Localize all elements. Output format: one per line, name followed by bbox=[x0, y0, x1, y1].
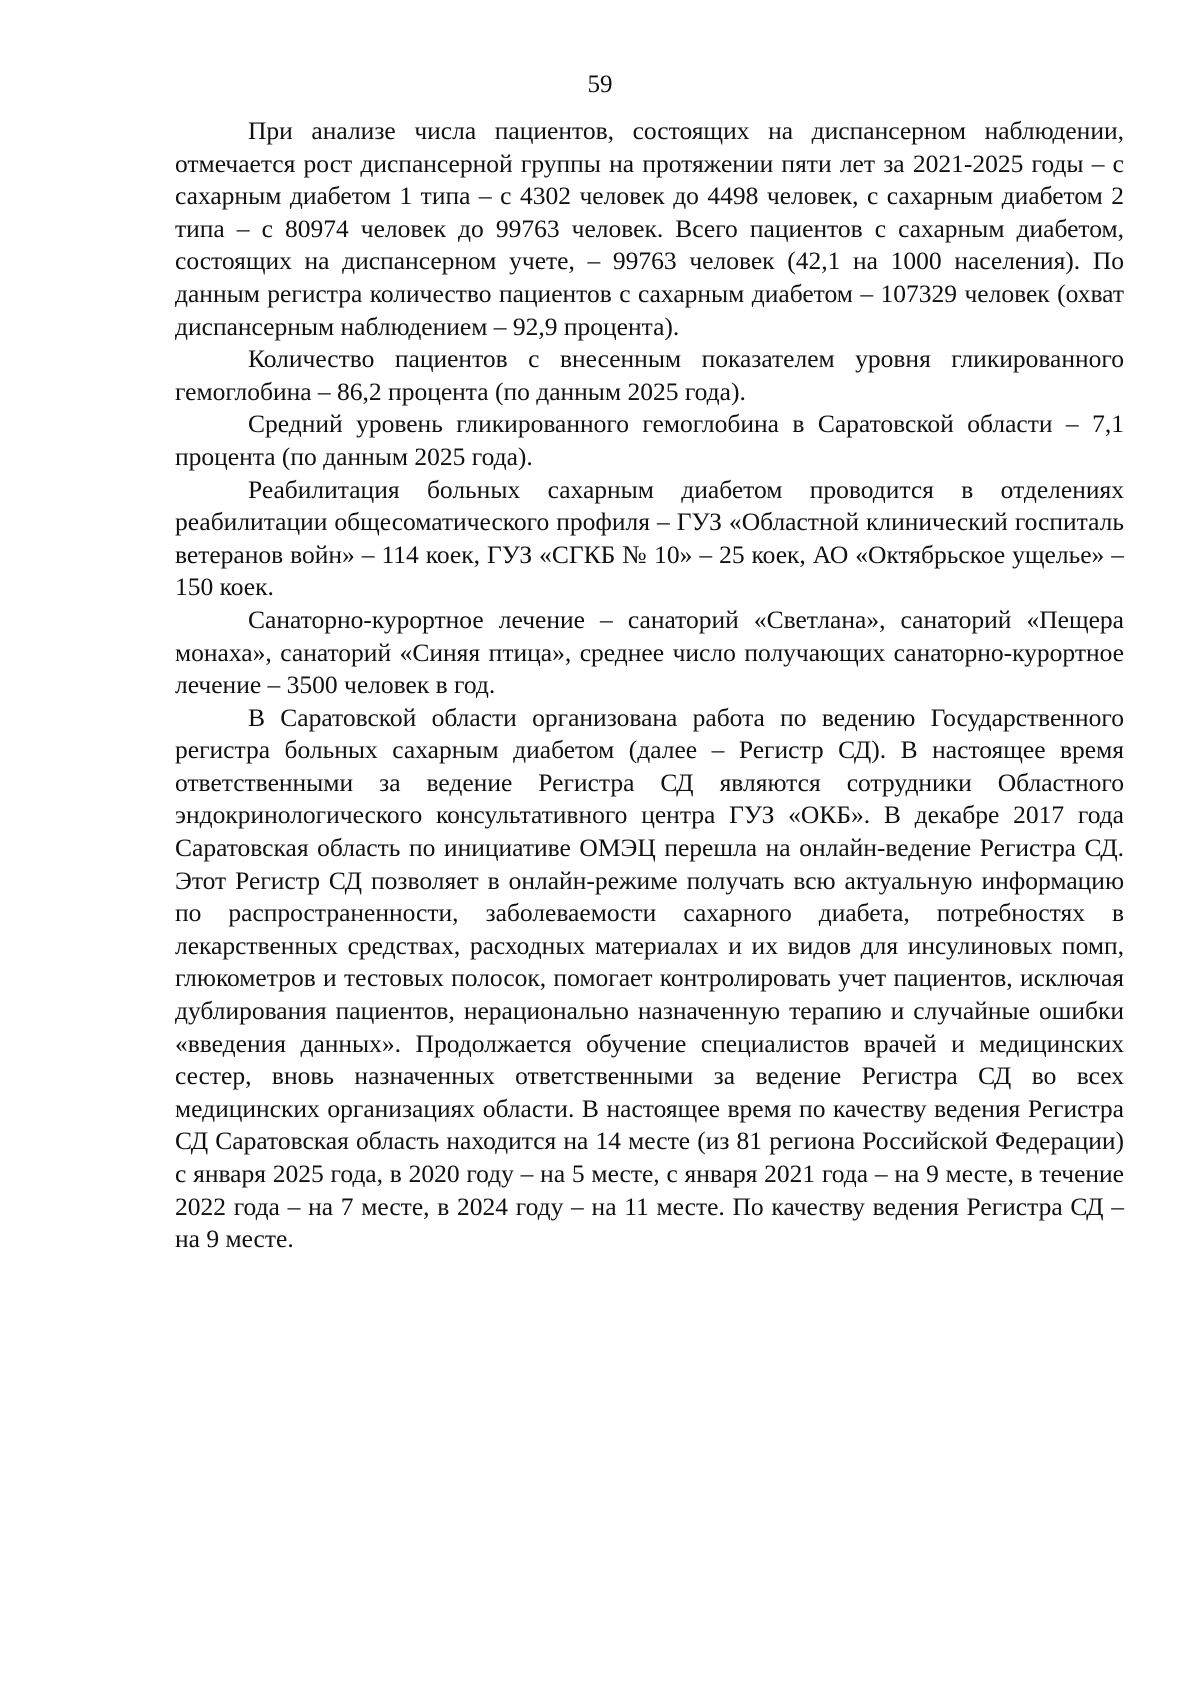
paragraph-glycated-hemoglobin-coverage: Количество пациентов с внесенным показателем уровня гликированного гемоглобина – 86,2 процента (по данным 2025 года). bbox=[175, 344, 1124, 406]
paragraph-dispensary-observation: При анализе числа пациентов, состоящих на диспансерном наблюдении, отмечается рост диспансерной группы на протяжении пяти лет за 2021-2025 годы – с сахарным диабетом 1 типа – с 4302 человек до 4498 человек, с сахарным диабетом 2 типа – с 80974 человек до 99763 человек. Всего пациентов с сахарным диабетом, состоящих на диспансерном учете, – 99763 человек (42,1 на 1000 населения). По данным регистра количество пациентов с сахарным диабетом – 107329 человек (охват диспансерным наблюдением – 92,9 процента). bbox=[175, 116, 1124, 341]
page-number: 59 bbox=[587, 71, 613, 98]
paragraph-diabetes-registry: В Саратовской области организована работа по ведению Государственного регистра больных сахарным диабетом (далее – Регистр СД). В настоящее время ответственными за ведение Регистра СД являются сотрудники Областного эндокринологического консультативного центра ГУЗ «ОКБ». В декабре 2017 года Саратовская область по инициативе ОМЭЦ перешла на онлайн-ведение Регистра СД. Этот Регистр СД позволяет в онлайн-режиме получать всю актуальную информацию по распространенности, заболеваемости сахарного диабета, потребностях в лекарственных средствах, расходных материалах и их видов для инсулиновых помп, глюкометров и тестовых полосок, помогает контролировать учет пациентов, исключая дублирования пациентов, нерационально назначенную терапию и случайные ошибки «введения данных». Продолжается обучение специалистов врачей и медицинских сестер, вновь назначенных ответственными за ведение Регистра СД во всех медицинских организациях области. В настоящее время по качеству ведения Регистра СД Саратовская область находится на 14 месте (из 81 региона Российской Федерации) с января 2025 года, в 2020 году – на 5 месте, с января 2021 года – на 9 месте, в течение 2022 года – на 7 месте, в 2024 году – на 11 месте. По качеству ведения Регистра СД – на 9 месте. bbox=[175, 702, 1124, 1254]
paragraph-rehabilitation: Реабилитация больных сахарным диабетом проводится в отделениях реабилитации общесоматического профиля – ГУЗ «Областной клинический госпиталь ветеранов войн» – 114 коек, ГУЗ «СГКБ № 10» – 25 коек, АО «Октябрьское ущелье» – 150 коек. bbox=[175, 474, 1124, 602]
paragraph-glycated-hemoglobin-level: Средний уровень гликированного гемоглобина в Саратовской области – 7,1 процента (по данным 2025 года). bbox=[175, 409, 1124, 471]
body-text bbox=[175, 115, 1124, 1256]
paragraph-sanatorium-treatment: Санаторно-курортное лечение – санаторий «Светлана», санаторий «Пещера монаха», санаторий «Синяя птица», среднее число получающих санаторно-курортное лечение – 3500 человек в год. bbox=[175, 604, 1124, 700]
